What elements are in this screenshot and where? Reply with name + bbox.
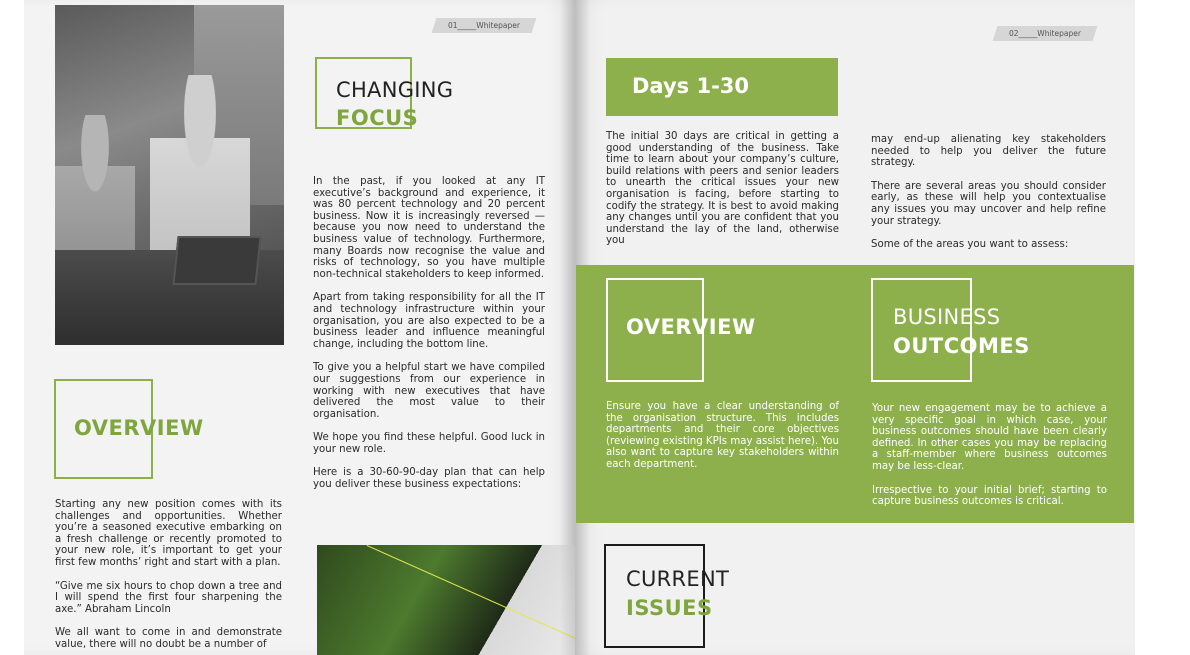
paragraph: We hope you find these helpful. Good luck in your new role. <box>313 432 545 455</box>
outcomes-title: OUTCOMES <box>893 334 1030 358</box>
issues-title: ISSUES <box>626 596 713 620</box>
paragraph: Starting any new position comes with its challenges and opportunities. Whether you’re a seasoned executive embarking on a fresh challenge or recently promoted to your new role, it’s important to get your first few months’ right and start with a plan. <box>55 499 282 568</box>
paragraph: There are several areas you should consider early, as these will help you contextualise any issues you may uncover and help refine your strategy. <box>871 180 1106 227</box>
paragraph: Your new engagement may be to achieve a very specific goal in which case, your business outcomes should have been clearly defined. In other cases you may be replacing a staff-member where business outcomes may be less-clear. <box>872 403 1107 472</box>
days-title: Days 1-30 <box>632 74 750 98</box>
paragraph: To give you a helpful start we have compiled our suggestions from our experience in working with new executives that have delivered the most value to their organisation. <box>313 362 545 420</box>
intro-column <box>313 176 545 503</box>
days-intro-left: The initial 30 days are critical in getting a good understanding of the business. Take time to learn about your company’s culture, build relations with peers and senior leaders to unearth the critical issues your new organisation is facing, before starting to codify the strategy. It is best to avoid making any changes until you are confident that you understand the lay of the land, otherwise you <box>606 131 839 247</box>
current-title: CURRENT <box>626 567 730 591</box>
business-text <box>872 403 1107 520</box>
paragraph: Here is a 30-60-90-day plan that can help you deliver these business expectations: <box>313 467 545 491</box>
green-tech-image <box>317 545 575 655</box>
paragraph: Irrespective to your initial brief; starting to capture business outcomes is critical. <box>872 484 1107 508</box>
business-frame <box>871 278 972 382</box>
page-tag: 02_____Whitepaper <box>993 26 1098 41</box>
overview-text: Ensure you have a clear understanding of the organisation structure. This includes departments and their core objectives (reviewing existing KPIs may assist here). You also want to capture key stakeholders within each department. <box>606 401 839 470</box>
days-intro-right <box>871 134 1106 263</box>
overview-title: OVERVIEW <box>74 416 204 440</box>
left-page <box>24 0 575 655</box>
paragraph: In the past, if you looked at any IT executive’s background and experience, it was 80 percent technology and 20 percent business. Now it is increasingly reversed — because you now need to understand the business value of technology. Furthermore, many Boards now recognise the value and risks of technology, so you have multiple non-technical stakeholders to keep informed. <box>313 176 545 280</box>
business-title: BUSINESS <box>893 305 1001 329</box>
title-changing: CHANGING <box>336 78 454 102</box>
paragraph: may end-up alienating key stakeholders needed to help you deliver the future strategy. <box>871 134 1106 169</box>
title-focus: FOCUS <box>336 106 419 130</box>
paragraph: We all want to come in and demonstrate value, there will no doubt be a number of <box>55 627 282 650</box>
paragraph: Apart from taking responsibility for all the IT and technology infrastructure within your organisation, you are also expected to be a business leader and influence meaningful change, including the bottom line. <box>313 292 545 350</box>
quote: “Give me six hours to chop down a tree and I will spend the first four sharpening the axe.” Abraham Lincoln <box>55 580 282 615</box>
office-photo <box>55 5 284 345</box>
page-tag: 01_____Whitepaper <box>432 18 537 33</box>
paragraph: Some of the areas you want to assess: <box>871 239 1069 251</box>
overview-column <box>55 499 282 655</box>
overview-title: OVERVIEW <box>626 315 756 339</box>
